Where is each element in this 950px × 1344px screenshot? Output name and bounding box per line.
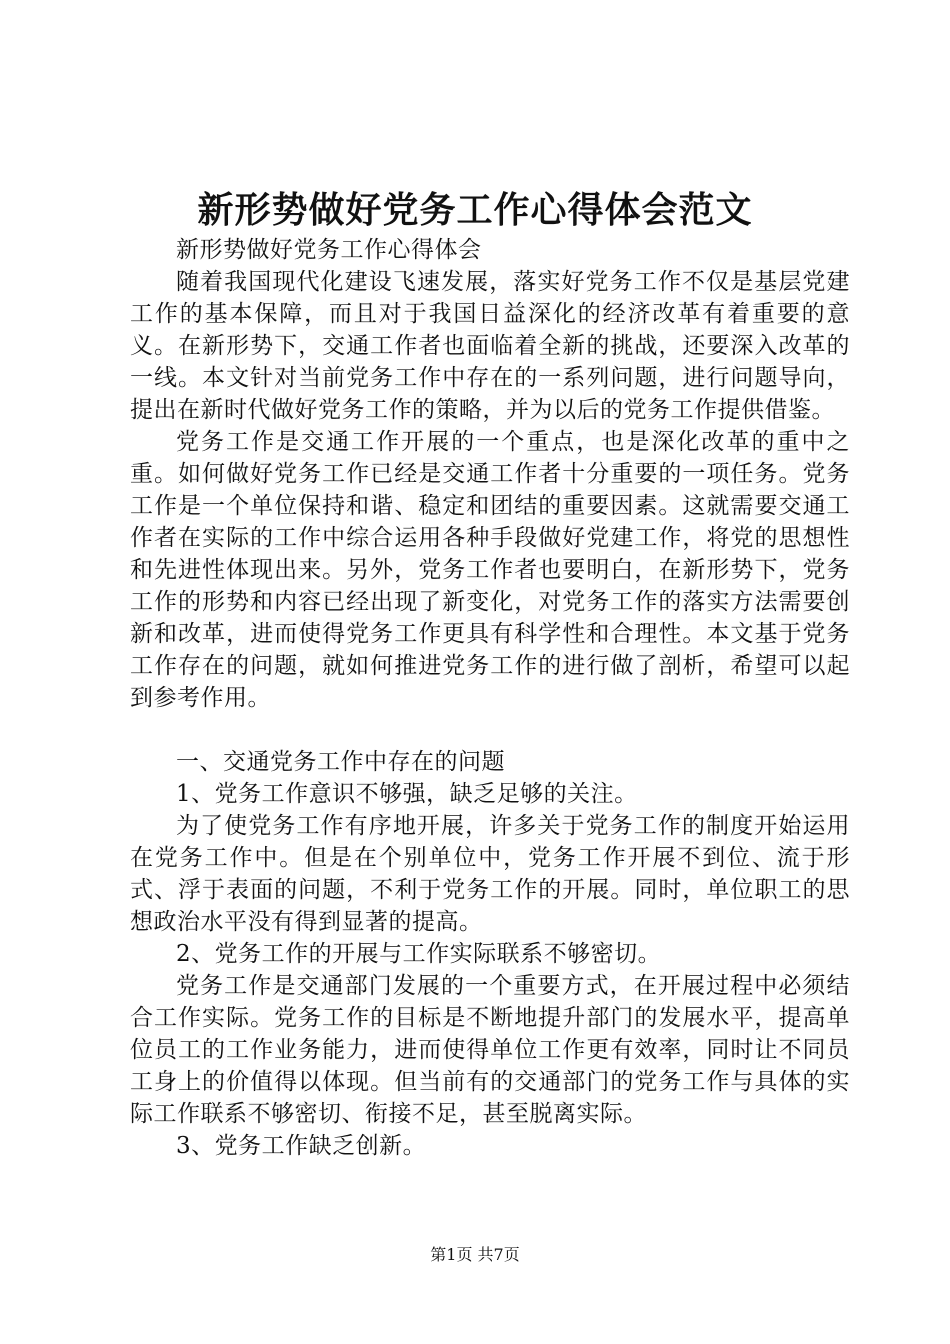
body-paragraph: 随着我国现代化建设飞速发展，落实好党务工作不仅是基层党建工作的基本保障，而且对于我国日益深化的经济改革有着重要的意义。在新形势下，交通工作者也面临着全新的挑战，还要深入改革的一线。本文针对当前党务工作中存在的一系列问题，进行问题导向，提出在新时代做好党务工作的策略，并为以后的党务工作提供借鉴。 [130, 269, 850, 423]
document-body [130, 234, 850, 1162]
subsection-heading: 1、党务工作意识不够强，缺乏足够的关注。 [176, 781, 638, 807]
body-paragraph: 党务工作是交通部门发展的一个重要方式，在开展过程中必须结合工作实际。党务工作的目标是不断地提升部门的发展水平，提高单位员工的工作业务能力，进而使得单位工作更有效率，同时让不同员工身上的价值得以体现。但当前有的交通部门的党务工作与具体的实际工作联系不够密切、衔接不足，甚至脱离实际。 [130, 973, 850, 1127]
body-paragraph: 为了使党务工作有序地开展，许多关于党务工作的制度开始运用在党务工作中。但是在个别单位中，党务工作开展不到位、流于形式、浮于表面的问题，不利于党务工作的开展。同时，单位职工的思想政治水平没有得到显著的提高。 [130, 813, 850, 935]
page-number-footer: 第1页 共7页 [430, 1245, 520, 1264]
section-heading: 一、交通党务工作中存在的问题 [176, 749, 505, 775]
subtitle-paragraph: 新形势做好党务工作心得体会 [176, 237, 482, 263]
subsection-heading: 2、党务工作的开展与工作实际联系不够密切。 [176, 941, 662, 967]
document-title: 新形势做好党务工作心得体会范文 [197, 189, 753, 231]
body-paragraph: 党务工作是交通工作开展的一个重点，也是深化改革的重中之重。如何做好党务工作已经是交通工作者十分重要的一项任务。党务工作是一个单位保持和谐、稳定和团结的重要因素。这就需要交通工作者在实际的工作中综合运用各种手段做好党建工作，将党的思想性和先进性体现出来。另外，党务工作者也要明白，在新形势下，党务工作的形势和内容已经出现了新变化，对党务工作的落实方法需要创新和改革，进而使得党务工作更具有科学性和合理性。本文基于党务工作存在的问题，就如何推进党务工作的进行做了剖析，希望可以起到参考作用。 [130, 429, 850, 711]
subsection-heading: 3、党务工作缺乏创新。 [176, 1133, 427, 1159]
